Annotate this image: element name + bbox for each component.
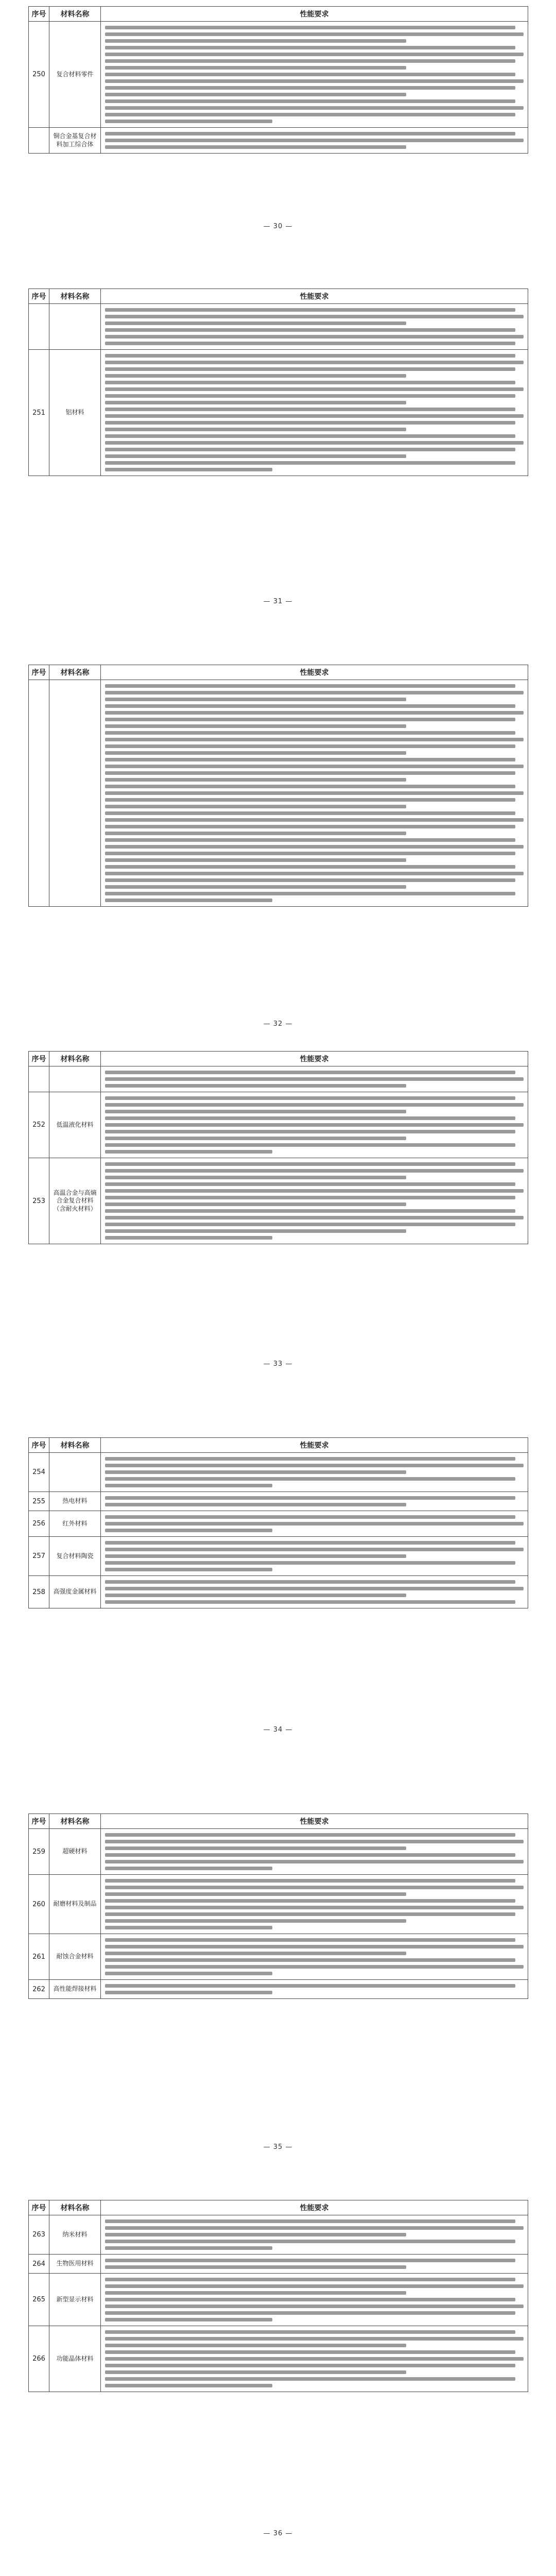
table-row [29, 304, 528, 350]
header-requirements: 性能要求 [101, 1814, 528, 1829]
table-row [29, 1066, 528, 1092]
header-material: 材料名称 [49, 7, 101, 22]
row-material: 热电材料 [49, 1492, 101, 1511]
row-requirements [101, 1066, 528, 1092]
row-requirements [101, 1092, 528, 1158]
row-number: 258 [29, 1576, 49, 1608]
header-requirements: 性能要求 [101, 665, 528, 680]
row-requirements [101, 2274, 528, 2326]
spec-table [28, 665, 528, 907]
table-header-row [29, 7, 528, 22]
document-page [28, 665, 528, 1028]
header-number: 序号 [29, 1814, 49, 1829]
table-row [29, 2326, 528, 2392]
header-number: 序号 [29, 1052, 49, 1066]
spec-table [28, 1051, 528, 1244]
header-requirements: 性能要求 [101, 289, 528, 304]
table-header-row [29, 1052, 528, 1066]
row-number: 251 [29, 350, 49, 476]
table-header-row [29, 289, 528, 304]
table-row [29, 1875, 528, 1934]
row-material: 复合材料陶瓷 [49, 1537, 101, 1576]
table-row [29, 2274, 528, 2326]
row-requirements [101, 1576, 528, 1608]
header-number: 序号 [29, 7, 49, 22]
table-header-row [29, 665, 528, 680]
header-number: 序号 [29, 1438, 49, 1453]
row-material [49, 680, 101, 907]
row-requirements [101, 1158, 528, 1244]
row-number: 252 [29, 1092, 49, 1158]
page-number: — 36 — [263, 2530, 293, 2537]
row-number [29, 304, 49, 350]
document-page [28, 2200, 528, 2537]
table-row [29, 22, 528, 128]
table-row [29, 1980, 528, 1999]
row-material: 铝材料 [49, 350, 101, 476]
header-material: 材料名称 [49, 289, 101, 304]
row-requirements [101, 1829, 528, 1875]
header-requirements: 性能要求 [101, 7, 528, 22]
table-row [29, 1492, 528, 1511]
header-requirements: 性能要求 [101, 1438, 528, 1453]
table-row [29, 680, 528, 907]
row-number: 266 [29, 2326, 49, 2392]
table-row [29, 128, 528, 154]
document-page [28, 289, 528, 605]
page-number: — 35 — [263, 2143, 293, 2151]
page-number: — 32 — [263, 1020, 293, 1028]
row-requirements [101, 2255, 528, 2274]
page-number: — 30 — [263, 223, 293, 230]
header-number: 序号 [29, 2200, 49, 2215]
row-requirements [101, 1980, 528, 1999]
header-material: 材料名称 [49, 1814, 101, 1829]
row-requirements [101, 2326, 528, 2392]
row-number: 256 [29, 1511, 49, 1537]
row-requirements [101, 1537, 528, 1576]
row-number: 261 [29, 1934, 49, 1980]
row-number: 263 [29, 2215, 49, 2255]
header-requirements: 性能要求 [101, 1052, 528, 1066]
row-requirements [101, 1875, 528, 1934]
page-number: — 33 — [263, 1360, 293, 1368]
page-number: — 34 — [263, 1726, 293, 1734]
header-number: 序号 [29, 289, 49, 304]
header-number: 序号 [29, 665, 49, 680]
row-requirements [101, 2215, 528, 2255]
document-page [28, 1051, 528, 1368]
table-header-row [29, 2200, 528, 2215]
row-requirements [101, 1934, 528, 1980]
row-number [29, 128, 49, 154]
row-material: 功能晶体材料 [49, 2326, 101, 2392]
row-number: 254 [29, 1453, 49, 1492]
row-requirements [101, 304, 528, 350]
spec-table [28, 1437, 528, 1608]
row-number: 255 [29, 1492, 49, 1511]
row-material [49, 1453, 101, 1492]
row-requirements [101, 1453, 528, 1492]
table-row [29, 350, 528, 476]
header-material: 材料名称 [49, 665, 101, 680]
row-material: 高性能焊接材料 [49, 1980, 101, 1999]
row-material: 耐磨材料及制品 [49, 1875, 101, 1934]
spec-table [28, 1814, 528, 1999]
row-material: 纳米材料 [49, 2215, 101, 2255]
row-requirements [101, 680, 528, 907]
spec-table [28, 2200, 528, 2392]
table-row [29, 1511, 528, 1537]
document-page [28, 1814, 528, 2151]
document-page [28, 1437, 528, 1734]
row-requirements [101, 1511, 528, 1537]
page-number: — 31 — [263, 598, 293, 605]
row-material: 生物医用材料 [49, 2255, 101, 2274]
table-header-row [29, 1814, 528, 1829]
row-requirements [101, 22, 528, 128]
row-number: 259 [29, 1829, 49, 1875]
row-material: 新型显示材料 [49, 2274, 101, 2326]
row-requirements [101, 1492, 528, 1511]
header-material: 材料名称 [49, 1052, 101, 1066]
row-number: 253 [29, 1158, 49, 1244]
row-material: 低温液化材料 [49, 1092, 101, 1158]
row-material: 复合材料零件 [49, 22, 101, 128]
table-row [29, 1829, 528, 1875]
document-page [28, 6, 528, 230]
spec-table [28, 289, 528, 476]
row-number: 257 [29, 1537, 49, 1576]
table-row [29, 1934, 528, 1980]
table-row [29, 2255, 528, 2274]
row-number: 262 [29, 1980, 49, 1999]
row-number [29, 1066, 49, 1092]
row-material: 铜合金基复合材料加工综合体 [49, 128, 101, 154]
table-row [29, 1092, 528, 1158]
header-material: 材料名称 [49, 1438, 101, 1453]
row-number: 250 [29, 22, 49, 128]
spec-table [28, 6, 528, 154]
table-row [29, 1576, 528, 1608]
row-material: 耐蚀合金材料 [49, 1934, 101, 1980]
header-requirements: 性能要求 [101, 2200, 528, 2215]
row-number: 264 [29, 2255, 49, 2274]
table-row [29, 2215, 528, 2255]
row-material: 高温合金与高熵合金复合材料（含耐火材料） [49, 1158, 101, 1244]
row-requirements [101, 350, 528, 476]
header-material: 材料名称 [49, 2200, 101, 2215]
row-material [49, 1066, 101, 1092]
table-row [29, 1453, 528, 1492]
row-material [49, 304, 101, 350]
row-number: 260 [29, 1875, 49, 1934]
row-material: 超硬材料 [49, 1829, 101, 1875]
row-material: 高强度金属材料 [49, 1576, 101, 1608]
row-material: 红外材料 [49, 1511, 101, 1537]
row-number [29, 680, 49, 907]
row-number: 265 [29, 2274, 49, 2326]
table-header-row [29, 1438, 528, 1453]
table-row [29, 1158, 528, 1244]
row-requirements [101, 128, 528, 154]
table-row [29, 1537, 528, 1576]
